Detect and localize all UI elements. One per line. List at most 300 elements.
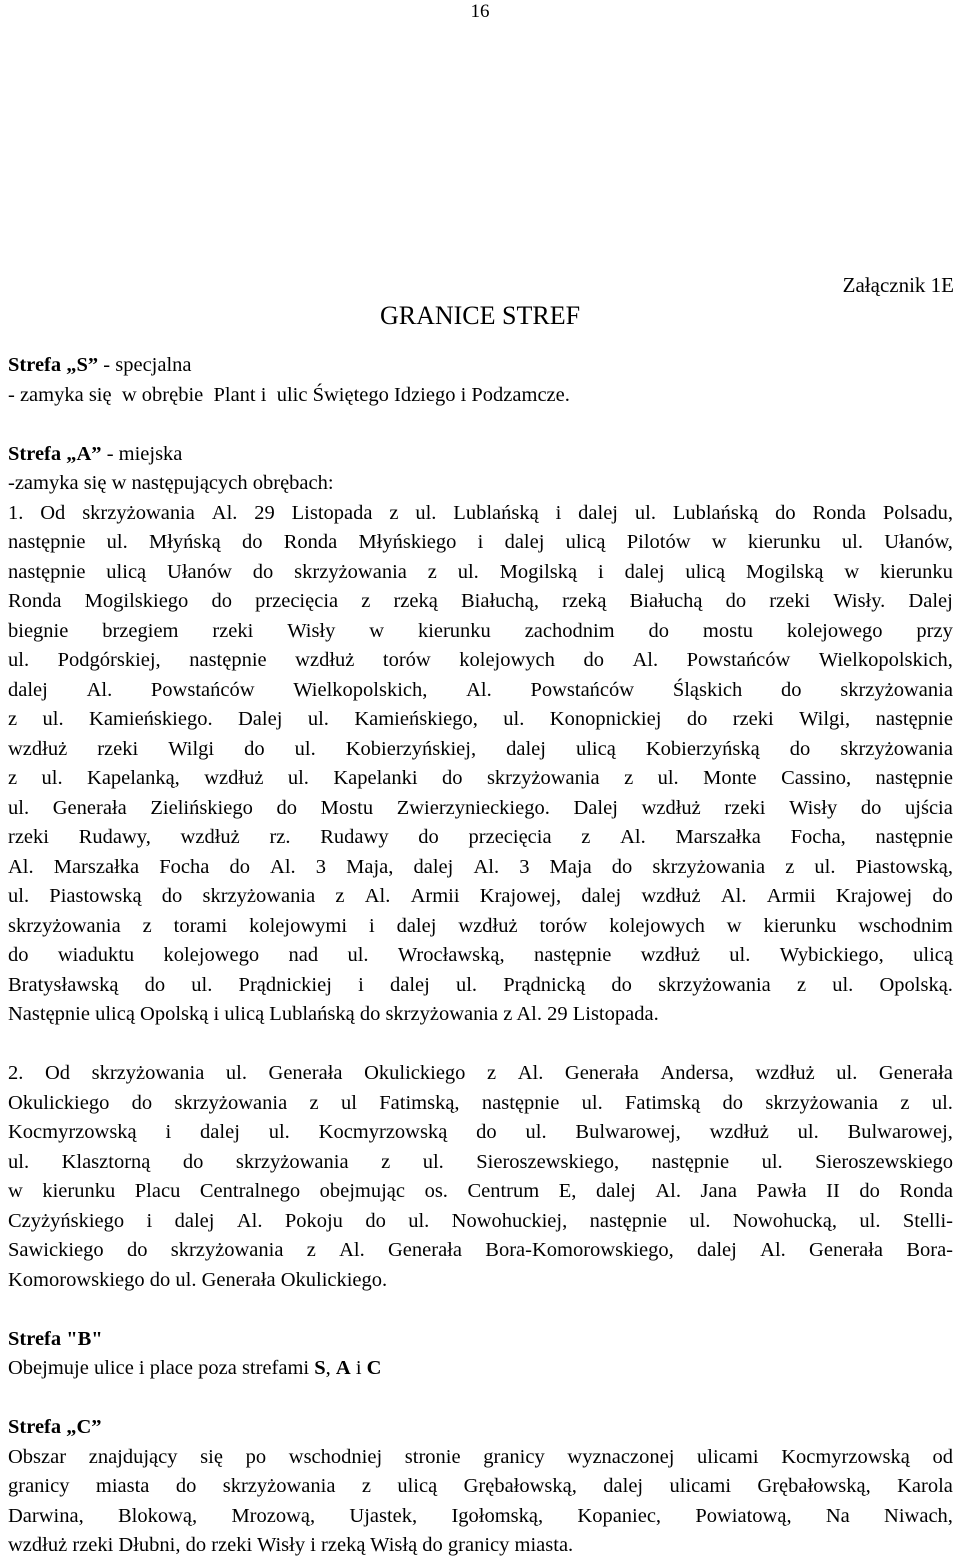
word: następnie bbox=[8, 531, 86, 553]
word: z bbox=[309, 1091, 319, 1114]
zone-b-heading-text: Strefa "B" bbox=[8, 1327, 103, 1350]
word: Piastowską bbox=[49, 885, 142, 907]
word: wzdłuż bbox=[755, 1062, 815, 1084]
word: Klasztorną bbox=[61, 1150, 151, 1173]
word: do bbox=[182, 1150, 204, 1173]
word: obejmując bbox=[319, 1180, 406, 1202]
word: Grębałowską, bbox=[463, 1475, 577, 1497]
word: następnie bbox=[651, 1150, 730, 1173]
word: dalej bbox=[603, 1475, 644, 1497]
word: do bbox=[932, 885, 953, 907]
word: ulicą bbox=[913, 944, 953, 966]
word: Kopaniec, bbox=[577, 1504, 662, 1527]
zone-s-description: - zamyka się w obrębie Plant i ulic Świętego Idziego i Podzamcze. bbox=[8, 383, 570, 406]
word: II bbox=[826, 1180, 840, 1202]
word: od bbox=[932, 1445, 953, 1468]
word: ul. bbox=[581, 1091, 603, 1114]
page-number: 16 bbox=[470, 1, 490, 22]
word: Kobierzyńskiej, bbox=[345, 737, 477, 760]
word: kolejowego bbox=[786, 619, 883, 642]
word: do bbox=[789, 737, 811, 760]
word: ul. bbox=[42, 708, 64, 730]
word: torów bbox=[382, 649, 431, 671]
word: wzdłuż bbox=[709, 1121, 769, 1143]
word: Wisły bbox=[287, 619, 336, 642]
word: wschodnim bbox=[858, 914, 953, 937]
word: ul. bbox=[347, 944, 369, 966]
word: Andersa, bbox=[660, 1062, 734, 1084]
word: rzeki bbox=[724, 796, 766, 819]
word: do bbox=[611, 855, 633, 878]
text-line bbox=[8, 823, 953, 853]
word: dalej bbox=[624, 560, 665, 583]
word: kierunku bbox=[417, 619, 491, 642]
word: ul. bbox=[191, 973, 213, 996]
word: do bbox=[442, 767, 463, 789]
word: Bratysławską bbox=[8, 973, 119, 996]
word: dalej bbox=[697, 1239, 737, 1261]
word: do bbox=[252, 560, 274, 583]
word: Dalej bbox=[573, 796, 618, 819]
zone-c-ref: C bbox=[366, 1357, 382, 1379]
word: Kocmyrzowską bbox=[318, 1121, 448, 1143]
word: Wilgi, bbox=[799, 708, 851, 730]
word: Marszałka bbox=[675, 826, 761, 848]
word: do bbox=[418, 826, 439, 848]
word: skrzyżowania bbox=[235, 1150, 349, 1173]
word: następnie bbox=[533, 944, 612, 966]
word: skrzyżowania bbox=[486, 767, 600, 789]
word: 29 bbox=[254, 501, 275, 524]
word: w bbox=[711, 531, 727, 553]
word: ul. bbox=[525, 1121, 547, 1143]
word: do bbox=[211, 590, 232, 612]
word: wzdłuż bbox=[180, 826, 240, 848]
word: Mrozową, bbox=[231, 1504, 316, 1527]
word: następnie bbox=[8, 560, 86, 583]
word: Generała bbox=[388, 1239, 462, 1261]
text-line bbox=[8, 705, 953, 735]
word: wzdłuż bbox=[204, 767, 264, 789]
word: w bbox=[369, 619, 385, 642]
text-line bbox=[8, 1443, 953, 1473]
word: miasta bbox=[95, 1475, 150, 1497]
zone-a-paragraph-1 bbox=[8, 499, 953, 1030]
word: Al. bbox=[339, 1239, 365, 1261]
word: ul. bbox=[8, 1150, 30, 1173]
word: Kocmyrzowską bbox=[781, 1445, 910, 1468]
word: Ułanów bbox=[167, 560, 232, 583]
word: Wielkopolskich, bbox=[818, 649, 953, 671]
word: z bbox=[361, 1475, 371, 1497]
annex-label: Załącznik 1E bbox=[842, 273, 954, 297]
word: Ułanów, bbox=[884, 531, 953, 553]
zone-a-intro: -zamyka się w następujących obrębach: bbox=[8, 472, 334, 494]
zone-s-heading: Strefa „S” bbox=[8, 354, 99, 376]
word: Kobierzyńską bbox=[645, 737, 760, 760]
word: dalej bbox=[506, 737, 546, 760]
word: ul. bbox=[41, 767, 63, 789]
word: Zielińskiego bbox=[150, 796, 253, 819]
word: z bbox=[8, 767, 18, 789]
word: Okulickiego bbox=[364, 1062, 466, 1084]
word: Wisły bbox=[789, 796, 838, 819]
word: skrzyżowania bbox=[765, 1091, 879, 1114]
word: z bbox=[900, 1091, 910, 1114]
word: skrzyżowania bbox=[294, 560, 407, 583]
word: do bbox=[131, 1091, 153, 1114]
word: ul. bbox=[8, 885, 30, 907]
word: do bbox=[244, 737, 265, 760]
word: Wielkopolskich, bbox=[293, 678, 428, 701]
word: Al. bbox=[236, 1209, 263, 1232]
word: Niwach, bbox=[884, 1504, 953, 1527]
word: ulicą bbox=[575, 737, 616, 760]
word: Sieroszewskiego, bbox=[476, 1150, 620, 1173]
text-line bbox=[8, 676, 953, 706]
word: do bbox=[8, 944, 29, 966]
word: Od bbox=[40, 501, 66, 524]
word: wiaduktu bbox=[57, 944, 135, 966]
word: ul. bbox=[761, 1150, 783, 1173]
text-line-last: Komorowskiego do ul. Generała Okulickiego. bbox=[8, 1268, 388, 1291]
word: Okulickiego bbox=[8, 1091, 110, 1114]
word: ulicą bbox=[565, 531, 606, 553]
word: wyznaczonej bbox=[567, 1445, 675, 1468]
word: ulicami bbox=[697, 1445, 759, 1468]
text-line bbox=[8, 587, 953, 617]
text-line bbox=[8, 646, 953, 676]
word: Ronda bbox=[8, 590, 62, 612]
word: Opolską. bbox=[879, 973, 953, 996]
word: Bora- bbox=[906, 1239, 953, 1261]
text-line bbox=[8, 1207, 953, 1237]
word: do bbox=[175, 1475, 197, 1497]
word: Listopada bbox=[291, 501, 373, 524]
word: Blokową, bbox=[118, 1504, 198, 1527]
word: ul. bbox=[832, 973, 854, 996]
word: kierunku bbox=[42, 1180, 116, 1202]
word: wzdłuż bbox=[641, 885, 701, 907]
word: Al. bbox=[720, 885, 747, 907]
word: następnie bbox=[875, 767, 953, 789]
word: po bbox=[245, 1445, 267, 1468]
word: się bbox=[200, 1445, 223, 1468]
word: następnie bbox=[875, 708, 953, 730]
word: do bbox=[161, 885, 183, 907]
word: z bbox=[487, 1062, 497, 1084]
word: następnie bbox=[189, 649, 267, 671]
word: ulicą bbox=[397, 1475, 438, 1497]
word: Ronda bbox=[812, 501, 867, 524]
word: Stelli- bbox=[902, 1209, 953, 1232]
word: Rudawy, bbox=[78, 826, 151, 848]
word: Mostu bbox=[320, 796, 374, 819]
word: Śląskich bbox=[672, 678, 743, 701]
zone-a-heading-line bbox=[8, 440, 953, 470]
word: ul bbox=[340, 1091, 357, 1114]
word: skrzyżowania bbox=[840, 737, 953, 760]
word: Krajowej bbox=[835, 885, 913, 907]
word: w bbox=[8, 1180, 23, 1202]
word: przecięcia bbox=[468, 826, 552, 848]
word: Rudawy bbox=[320, 826, 389, 848]
word: dalej bbox=[200, 1121, 240, 1143]
word: ul. bbox=[287, 767, 309, 789]
word: do bbox=[775, 501, 796, 524]
word: Grębałowską, bbox=[757, 1475, 871, 1497]
word: wzdłuż bbox=[295, 649, 355, 671]
zone-a-ref: A bbox=[335, 1357, 351, 1379]
word: Centralnego bbox=[199, 1180, 301, 1202]
word: skrzyżowania bbox=[202, 885, 316, 907]
word: torami bbox=[173, 914, 228, 937]
word: wzdłuż bbox=[640, 944, 700, 966]
word: następnie bbox=[481, 1091, 560, 1114]
word: Polsadu, bbox=[882, 501, 953, 524]
word: granicy bbox=[483, 1445, 545, 1468]
word: Białuchą bbox=[629, 590, 703, 612]
word: Placu bbox=[134, 1180, 181, 1202]
word: ul. bbox=[836, 1062, 858, 1084]
word: Marszałka bbox=[53, 855, 140, 878]
word: do bbox=[859, 1180, 880, 1202]
word: Maja bbox=[549, 855, 592, 878]
word: Jana bbox=[700, 1180, 737, 1202]
word: dalej bbox=[413, 855, 454, 878]
word: w bbox=[844, 560, 860, 583]
word: kolejowego bbox=[163, 944, 260, 966]
word: dalej bbox=[595, 1180, 636, 1202]
word: skrzyżowania bbox=[840, 678, 953, 701]
word: Maja, bbox=[346, 855, 394, 878]
word: Kapelanki bbox=[333, 767, 418, 789]
zone-b-heading bbox=[8, 1325, 953, 1355]
word: wzdłuż bbox=[458, 914, 518, 937]
word: Al. bbox=[466, 678, 492, 701]
word: ul. bbox=[8, 649, 30, 671]
separator: i bbox=[350, 1357, 367, 1379]
zone-c-heading bbox=[8, 1413, 953, 1443]
word: następnie bbox=[589, 1209, 668, 1232]
text-line bbox=[8, 558, 953, 588]
word: Ujastek, bbox=[349, 1504, 418, 1527]
word: Al. bbox=[655, 1180, 681, 1202]
word: ul. bbox=[729, 944, 751, 966]
word: Powstańców bbox=[530, 678, 635, 701]
word: ul. bbox=[657, 767, 679, 789]
word: Powiatową, bbox=[695, 1504, 792, 1527]
word: ul. bbox=[931, 1091, 953, 1114]
word: Fatimską, bbox=[379, 1091, 460, 1114]
word: Kocmyrzowską bbox=[8, 1121, 137, 1143]
word: Pokoju bbox=[284, 1209, 343, 1232]
text-line bbox=[8, 971, 953, 1001]
word: nad bbox=[288, 944, 319, 966]
word: Generała bbox=[878, 1062, 953, 1084]
word: Obszar bbox=[8, 1445, 67, 1468]
word: ul. bbox=[455, 973, 478, 996]
zone-a-paragraph-2 bbox=[8, 1059, 953, 1295]
text-line bbox=[8, 912, 953, 942]
text-line-last: Następnie ulicą Opolską i ulicą Lublańską do skrzyżowania z Al. 29 Listopada. bbox=[8, 1003, 659, 1025]
word: ul. bbox=[415, 501, 437, 524]
text-line bbox=[8, 794, 953, 824]
word: Al. bbox=[620, 826, 646, 848]
word: z bbox=[8, 708, 18, 730]
word: 3 bbox=[519, 855, 530, 878]
word: Pawła bbox=[756, 1180, 807, 1202]
word: Kamieńskiego. bbox=[89, 708, 213, 730]
word: Młyńską bbox=[148, 531, 221, 553]
word: przy bbox=[916, 619, 953, 642]
word: skrzyżowania bbox=[8, 914, 121, 937]
word: Ronda bbox=[899, 1180, 953, 1202]
word: Ronda bbox=[283, 531, 338, 553]
word: ul. bbox=[307, 708, 329, 730]
word: do bbox=[686, 708, 708, 730]
word: kierunku bbox=[747, 531, 821, 553]
word: do bbox=[126, 1239, 148, 1261]
word: torów bbox=[539, 914, 588, 937]
text-line bbox=[8, 499, 953, 529]
word: Lublańską bbox=[453, 501, 539, 524]
word: z bbox=[624, 767, 634, 789]
word: Pilotów bbox=[626, 531, 691, 553]
word: E, bbox=[558, 1180, 577, 1202]
word: kierunku bbox=[763, 914, 837, 937]
word: rzeką bbox=[393, 590, 438, 612]
word: 3 bbox=[315, 855, 327, 878]
word: kolejowych bbox=[459, 649, 555, 671]
word: skrzyżowania bbox=[222, 1475, 336, 1497]
word: i bbox=[146, 1209, 153, 1232]
word: Sawickiego bbox=[8, 1239, 104, 1261]
word: z bbox=[361, 590, 371, 612]
word: do bbox=[722, 1091, 744, 1114]
text-line bbox=[8, 1089, 953, 1119]
word: ulicą bbox=[685, 560, 726, 583]
text-line bbox=[8, 617, 953, 647]
separator: , bbox=[325, 1357, 336, 1379]
word: do bbox=[781, 678, 802, 701]
word: Armii bbox=[766, 885, 816, 907]
word: Na bbox=[825, 1504, 850, 1527]
word: Al. bbox=[473, 855, 500, 878]
text-line bbox=[8, 1472, 953, 1502]
page-title: GRANICE STREF bbox=[379, 301, 581, 330]
word: Prądnicką bbox=[503, 973, 586, 996]
word: Nowohucką, bbox=[732, 1209, 838, 1232]
word: do bbox=[365, 1209, 386, 1232]
word: ul. bbox=[457, 560, 479, 583]
word: dalej bbox=[389, 973, 430, 996]
word: i bbox=[477, 531, 484, 553]
zone-a-heading: Strefa „A” bbox=[8, 442, 102, 465]
word: ul. bbox=[814, 855, 836, 878]
word: ul. bbox=[634, 501, 656, 524]
word: rzeki bbox=[97, 737, 139, 760]
word: do bbox=[725, 590, 747, 612]
word: skrzyżowania bbox=[170, 1239, 284, 1261]
word: zachodnim bbox=[524, 619, 615, 642]
word: Zwierzynieckiego. bbox=[396, 796, 550, 819]
word: dalej bbox=[578, 501, 618, 524]
word: do bbox=[611, 973, 632, 996]
word: Prądnickiej bbox=[238, 973, 332, 996]
text-line bbox=[8, 941, 953, 971]
word: Generała bbox=[564, 1062, 639, 1084]
word: i bbox=[165, 1121, 172, 1143]
word: skrzyżowania bbox=[658, 973, 771, 996]
word: brzegiem bbox=[102, 619, 179, 642]
word: 2. bbox=[8, 1062, 24, 1084]
word: Generała bbox=[52, 796, 127, 819]
word: następnie bbox=[875, 826, 953, 848]
word: znajdujący bbox=[88, 1445, 178, 1468]
word: stronie bbox=[404, 1445, 461, 1468]
text-line-last: wzdłuż rzeki Dłubni, do rzeki Wisły i rzeką Wisłą do granicy miasta. bbox=[8, 1534, 574, 1556]
word: granicy bbox=[8, 1475, 70, 1497]
word: ul. bbox=[408, 1209, 430, 1232]
word: dalej bbox=[396, 914, 437, 937]
word: Mogilską bbox=[746, 560, 824, 583]
word: Al. bbox=[270, 855, 296, 878]
word: i bbox=[368, 914, 375, 937]
zone-s-subtitle: - specjalna bbox=[98, 354, 192, 376]
word: ujścia bbox=[905, 796, 953, 819]
word: Krajowej, bbox=[479, 885, 562, 907]
word: rzeki bbox=[769, 590, 811, 612]
word: Kapelanką, bbox=[87, 767, 180, 789]
word: wzdłuż bbox=[641, 796, 701, 819]
word: dalej bbox=[174, 1209, 215, 1232]
word: Fatimską bbox=[625, 1091, 701, 1114]
word: mostu bbox=[702, 619, 754, 642]
word: Wybickiego, bbox=[779, 944, 884, 966]
word: Mogilską bbox=[499, 560, 578, 583]
word: ul. bbox=[268, 1121, 290, 1143]
word: ul. bbox=[689, 1209, 711, 1232]
word: ul. bbox=[797, 1121, 819, 1143]
word: w bbox=[726, 914, 742, 937]
word: kierunku bbox=[880, 560, 953, 583]
text-line bbox=[8, 764, 953, 794]
word: z bbox=[381, 1150, 391, 1173]
word: kolejowymi bbox=[249, 914, 348, 937]
zone-c-description bbox=[8, 1443, 953, 1561]
word: ulicą bbox=[106, 560, 147, 583]
text-line bbox=[8, 1148, 953, 1178]
text-line bbox=[8, 1118, 953, 1148]
word: ul. bbox=[225, 1062, 247, 1084]
word: Podgórskiej, bbox=[57, 649, 161, 671]
word: Wrocławską, bbox=[397, 944, 505, 966]
word: Sieroszewskiego bbox=[815, 1150, 953, 1173]
word: do bbox=[860, 796, 882, 819]
zone-b-description bbox=[8, 1354, 953, 1384]
word: Al. bbox=[517, 1062, 544, 1084]
word: Powstańców bbox=[686, 649, 791, 671]
text-line bbox=[8, 1236, 953, 1266]
word: i bbox=[555, 501, 562, 524]
word: wschodniej bbox=[288, 1445, 383, 1468]
word: skrzyżowania bbox=[91, 1062, 205, 1084]
word: Dalej bbox=[238, 708, 283, 730]
word: ul. bbox=[841, 531, 863, 553]
word: Piastowską, bbox=[855, 855, 953, 878]
text-line bbox=[8, 853, 953, 883]
